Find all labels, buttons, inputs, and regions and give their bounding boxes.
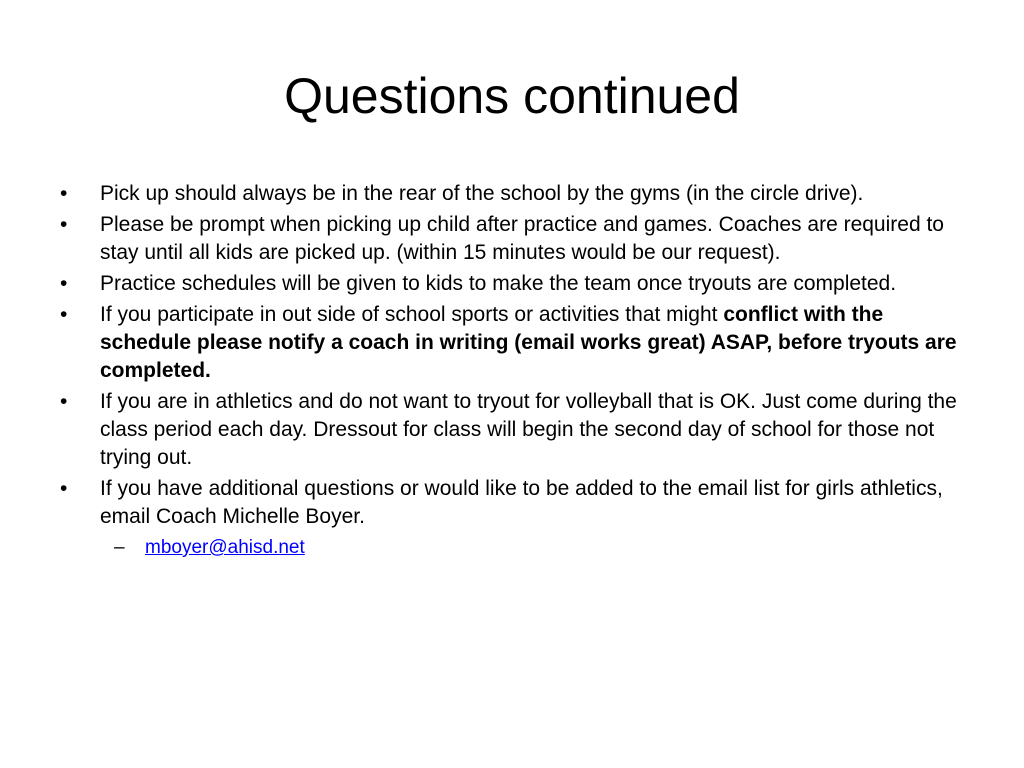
bullet-text: If you have additional questions or would like to be added to the email list for girls athletics, email Coach Michelle Boyer. <box>100 477 943 528</box>
bullet-text: If you are in athletics and do not want to tryout for volleyball that is OK. Just come during the class period each day. Dressout for class will begin the second day of school for those not trying out. <box>100 390 957 469</box>
bullet-item <box>58 301 978 385</box>
sub-list <box>100 535 978 561</box>
bullet-text-bold: conflict with the schedule please notify a coach in writing (email works great) ASAP, before tryouts are completed. <box>100 303 957 382</box>
bullet-item <box>58 180 978 208</box>
bullet-icon: • <box>60 213 68 236</box>
bullet-icon: • <box>60 272 68 295</box>
dash-icon: – <box>114 537 125 558</box>
bullet-icon: • <box>60 303 68 326</box>
bullet-text <box>100 303 957 382</box>
bullet-item <box>58 270 978 298</box>
bullet-text-normal: If you participate in out side of school sports or activities that might <box>100 303 724 326</box>
bullet-text: Pick up should always be in the rear of the school by the gyms (in the circle drive). <box>100 182 864 205</box>
bullet-icon: • <box>60 182 68 205</box>
bullet-icon: • <box>60 477 68 500</box>
bullet-icon: • <box>60 390 68 413</box>
slide-content <box>58 180 978 564</box>
slide-title: Questions continued <box>284 68 740 124</box>
bullet-list <box>58 180 978 561</box>
bullet-item <box>58 475 978 561</box>
bullet-item <box>58 211 978 267</box>
bullet-text: Please be prompt when picking up child after practice and games. Coaches are required to stay until all kids are picked up. (within 15 minutes would be our request). <box>100 213 944 264</box>
email-link[interactable]: mboyer@ahisd.net <box>145 537 305 558</box>
sub-list-item <box>100 535 978 561</box>
bullet-text: Practice schedules will be given to kids to make the team once tryouts are completed. <box>100 272 897 295</box>
bullet-item <box>58 388 978 472</box>
